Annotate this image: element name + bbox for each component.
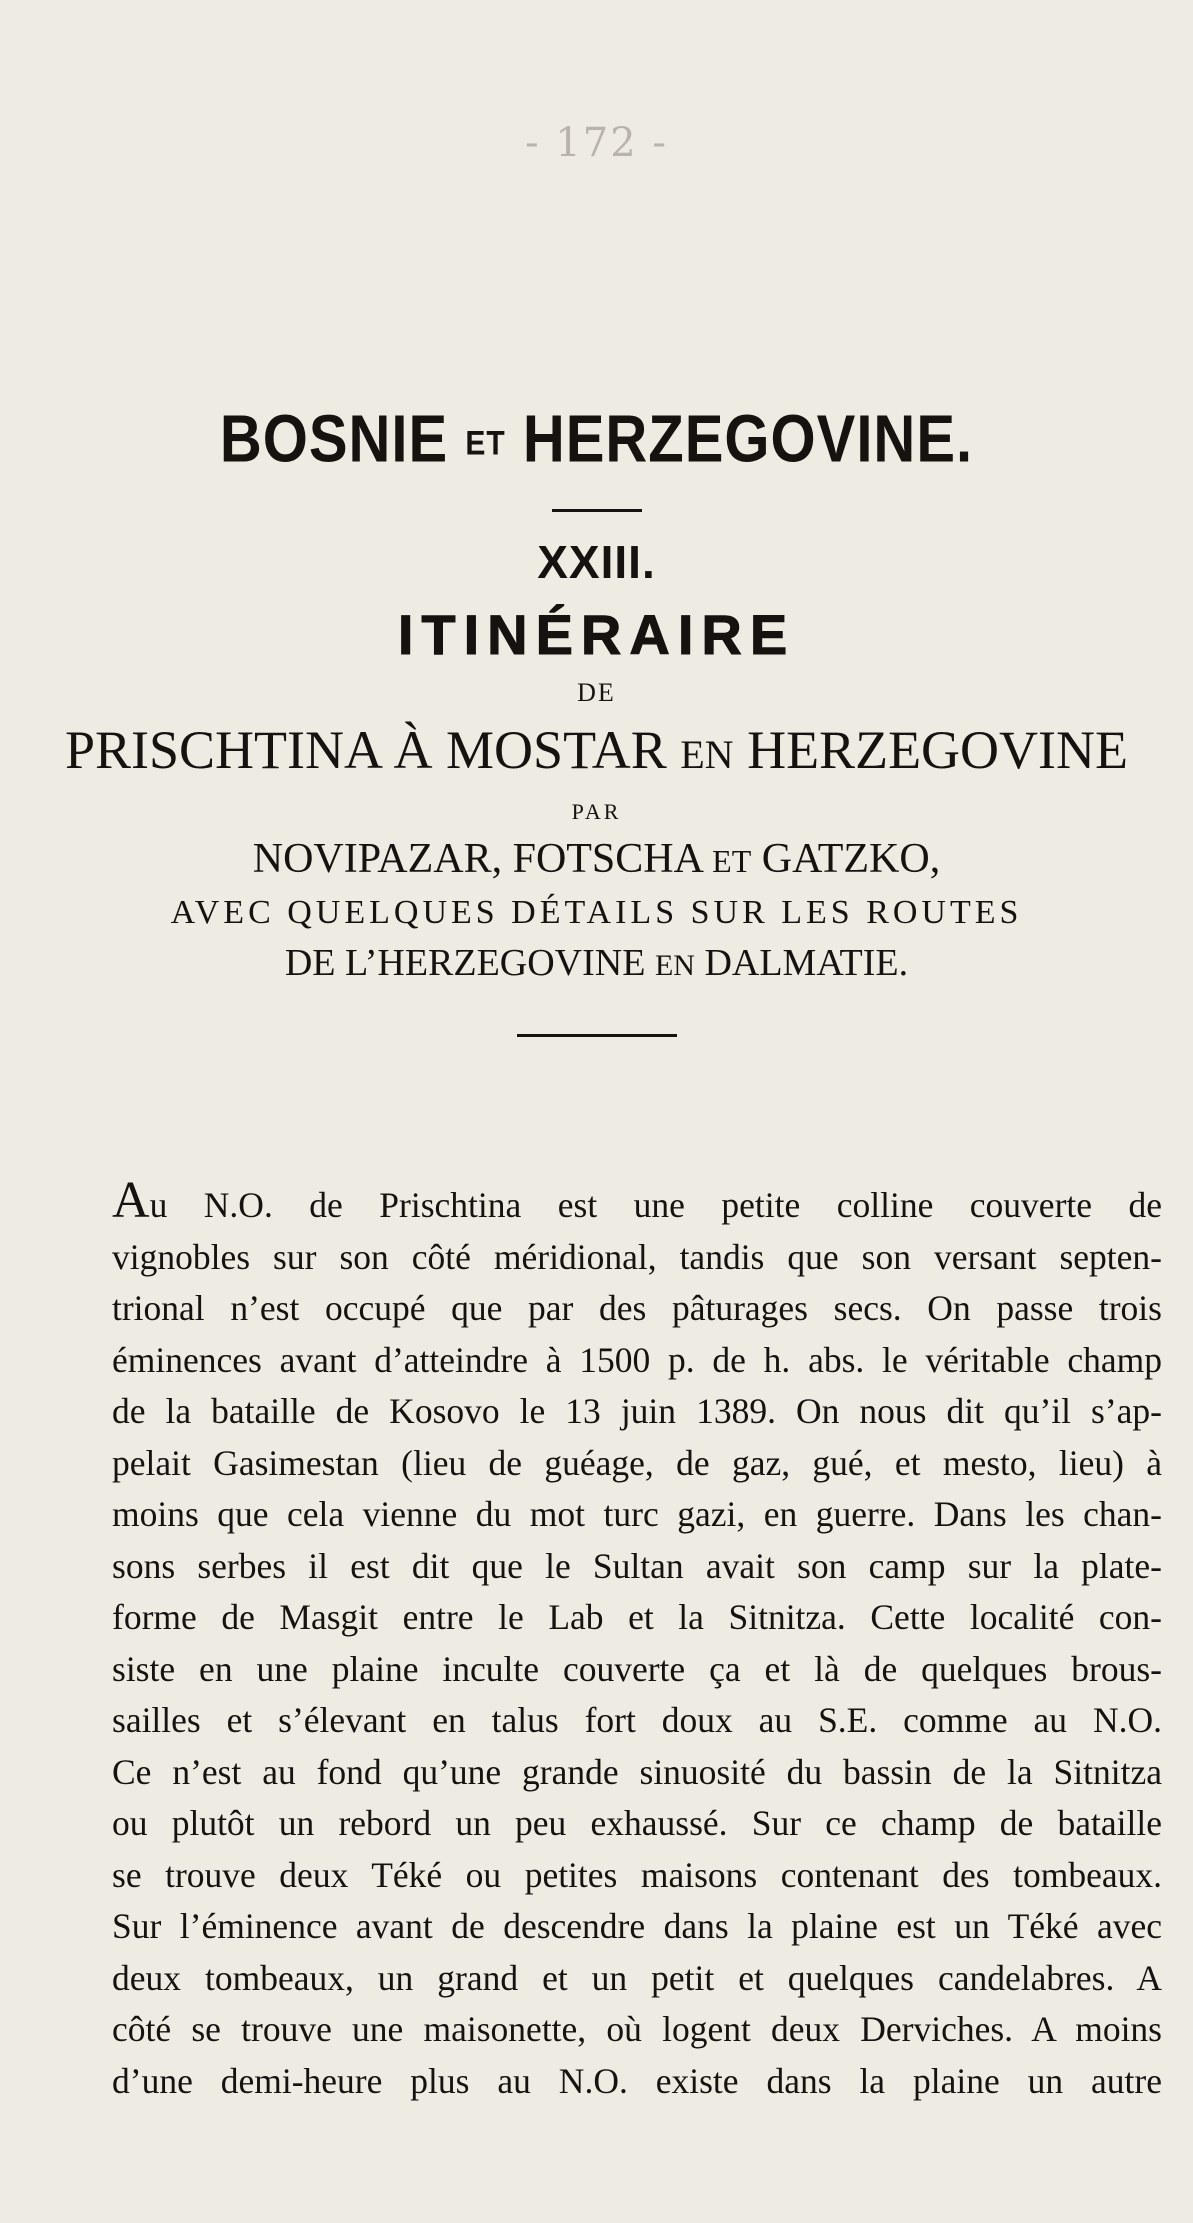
body-line-text: trional n’est occupé que par des pâturages secs. On passe trois: [112, 1288, 1162, 1328]
body-line: [112, 2004, 1162, 2056]
page-number: - 172 -: [525, 120, 668, 166]
body-line: [112, 1386, 1162, 1438]
body-line-text: sons serbes il est dit que le Sultan avait son camp sur la plate-: [112, 1545, 1162, 1586]
body-line: [112, 1232, 1162, 1284]
heading-rule: [552, 509, 642, 512]
region-en: EN: [654, 948, 695, 982]
route-from-to: PRISCHTINA À MOSTAR: [64, 719, 667, 780]
body-line-text: siste en une plaine inculte couverte ça et là de quelques brous-: [112, 1648, 1162, 1689]
chapter-heading: [0, 401, 1193, 1037]
body-line-text: se trouve deux Téké ou petites maisons contenant des tombeaux.: [112, 1854, 1162, 1895]
body-line: [112, 1489, 1162, 1541]
drop-cap: A: [112, 1172, 150, 1229]
body-text: [112, 1172, 1162, 2107]
region-b: DALMATIE.: [704, 941, 909, 984]
body-line-text: d’une demi-heure plus au N.O. existe dans la plaine un autre: [112, 2060, 1162, 2101]
title-conjunction: ET: [465, 424, 506, 463]
body-line: [112, 1172, 1162, 1232]
running-title: [0, 399, 1193, 484]
body-line: [112, 1283, 1162, 1335]
body-line: [112, 1850, 1162, 1902]
par-label: PAR: [571, 798, 622, 824]
body-line-text: sailles et s’élevant en talus fort doux au S.E. comme au N.O.: [112, 1700, 1162, 1740]
de-label: DE: [577, 677, 616, 707]
body-line-text: pelait Gasimestan (lieu de guéage, de gaz, gué, et mesto, lieu) à: [112, 1442, 1162, 1483]
section-rule: [517, 1034, 677, 1037]
region-a: DE L’HERZEGOVINE: [284, 941, 646, 984]
body-line: [112, 2056, 1162, 2108]
body-line-text: éminences avant d’atteindre à 1500 p. de h. abs. le véritable champ: [112, 1339, 1162, 1380]
title-part-1: BOSNIE: [219, 401, 449, 477]
body-line: [112, 1592, 1162, 1644]
body-line: [112, 1747, 1162, 1799]
body-line-text: côté se trouve une maisonette, où logent deux Derviches. A moins: [112, 2009, 1162, 2049]
body-line: [112, 1953, 1162, 2005]
title-part-2: HERZEGOVINE.: [522, 401, 974, 477]
body-line-text: Ce n’est au fond qu’une grande sinuosité du bassin de la Sitnitza: [112, 1751, 1162, 1792]
body-line: [112, 1798, 1162, 1850]
body-line: [112, 1335, 1162, 1387]
itinerary-heading: ITINÉRAIRE: [397, 602, 796, 666]
route-en: EN: [680, 731, 734, 777]
body-line-text: u N.O. de Prischtina est une petite colline couverte de: [149, 1185, 1162, 1225]
body-line-text: moins que cela vienne du mot turc gazi, en guerre. Dans les chan-: [112, 1494, 1162, 1534]
details-line: AVEC QUELQUES DÉTAILS SUR LES ROUTES: [170, 893, 1023, 931]
via-towns: [0, 831, 1193, 889]
body-line-text: forme de Masgit entre le Lab et la Sitnitza. Cette localité con-: [112, 1597, 1162, 1637]
route-region: HERZEGOVINE: [747, 719, 1129, 780]
chapter-numeral: XXIII.: [537, 535, 656, 588]
body-line-text: deux tombeaux, un grand et un petit et quelques candelabres. A: [112, 1957, 1162, 1998]
body-line: [112, 1901, 1162, 1953]
body-line: [112, 1644, 1162, 1696]
body-line-text: de la bataille de Kosovo le 13 juin 1389. On nous dit qu’il s’ap-: [112, 1391, 1162, 1431]
body-line-text: ou plutôt un rebord un peu exhaussé. Sur ce champ de bataille: [112, 1803, 1162, 1843]
body-line: [112, 1541, 1162, 1593]
body-line-text: Sur l’éminence avant de descendre dans la plaine est un Téké avec: [112, 1906, 1162, 1946]
via-towns-a: NOVIPAZAR, FOTSCHA: [252, 835, 702, 882]
body-line-text: vignobles sur son côté méridional, tandis que son versant septen-: [112, 1236, 1162, 1277]
body-line: [112, 1695, 1162, 1747]
via-towns-b: GATZKO,: [761, 835, 941, 882]
region-line: [0, 937, 1193, 992]
via-et: ET: [712, 842, 752, 879]
route-title: [0, 714, 1193, 791]
body-line: [112, 1438, 1162, 1490]
